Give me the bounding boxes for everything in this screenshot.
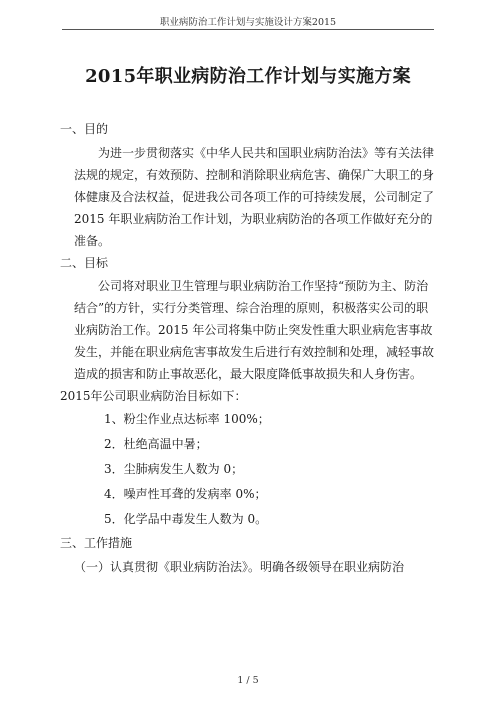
paragraph-line: 2015 年职业病防治工作计划，为职业病防治的各项工作做好充分的 — [74, 211, 433, 226]
page-number: 1 / 5 — [237, 675, 259, 686]
section-heading-measures: 三、工作措施 — [60, 536, 133, 550]
paragraph-line: 法规的规定，有效预防、控制和消除职业病危害、确保广大职工的身 — [74, 167, 435, 182]
paragraph-line: 体健康及合法权益，促进我公司各项工作的可持续发展，公司制定了 — [74, 189, 435, 204]
section-heading-purpose: 一、目的 — [60, 122, 109, 136]
running-header: 职业病防治工作计划与实施设计方案2015 — [159, 17, 337, 28]
paragraph-line: 准备。 — [74, 233, 111, 248]
paragraph-line: 公司将对职业卫生管理与职业病防治工作坚持“预防为主、防治 — [98, 279, 429, 293]
paragraph-line: 结合”的方针，实行分类管理、综合治理的原则，积极落实公司的职 — [74, 301, 429, 315]
section-paragraph-goals — [60, 275, 435, 407]
header-divider — [62, 29, 434, 30]
section-heading-goals: 二、目标 — [60, 255, 109, 270]
goal-list-item: 2．杜绝高温中暑； — [104, 437, 208, 451]
paragraph-line: 造成的损害和防止事故恶化，最大限度降低事故损失和人身伤害。 — [74, 367, 423, 381]
paragraph-line: 业病防治工作。2015 年公司将集中防止突发性重大职业病危害事故 — [74, 323, 433, 337]
measure-subsection-line: （一）认真贯彻《职业病防治法》。明确各级领导在职业病防治 — [74, 559, 405, 574]
paragraph-line: 2015年公司职业病防治目标如下： — [60, 389, 247, 403]
paragraph-line: 发生，并能在职业病危害事故发生后进行有效控制和处理，减轻事故 — [74, 345, 435, 359]
goal-list-item: 1、粉尘作业点达标率 100%； — [104, 412, 270, 426]
section-paragraph-purpose — [74, 142, 435, 252]
goal-list-item: 4．噪声性耳聋的发病率 0%； — [104, 487, 267, 501]
goal-list-item: 3．尘肺病发生人数为 0； — [104, 462, 244, 476]
document-body — [60, 118, 435, 579]
document-title: 2015年职业病防治工作计划与实施方案 — [85, 66, 411, 87]
goal-list-item: 5．化学品中毒发生人数为 0。 — [104, 512, 268, 526]
paragraph-line: 为进一步贯彻落实《中华人民共和国职业病防治法》等有关法律 — [98, 145, 435, 160]
